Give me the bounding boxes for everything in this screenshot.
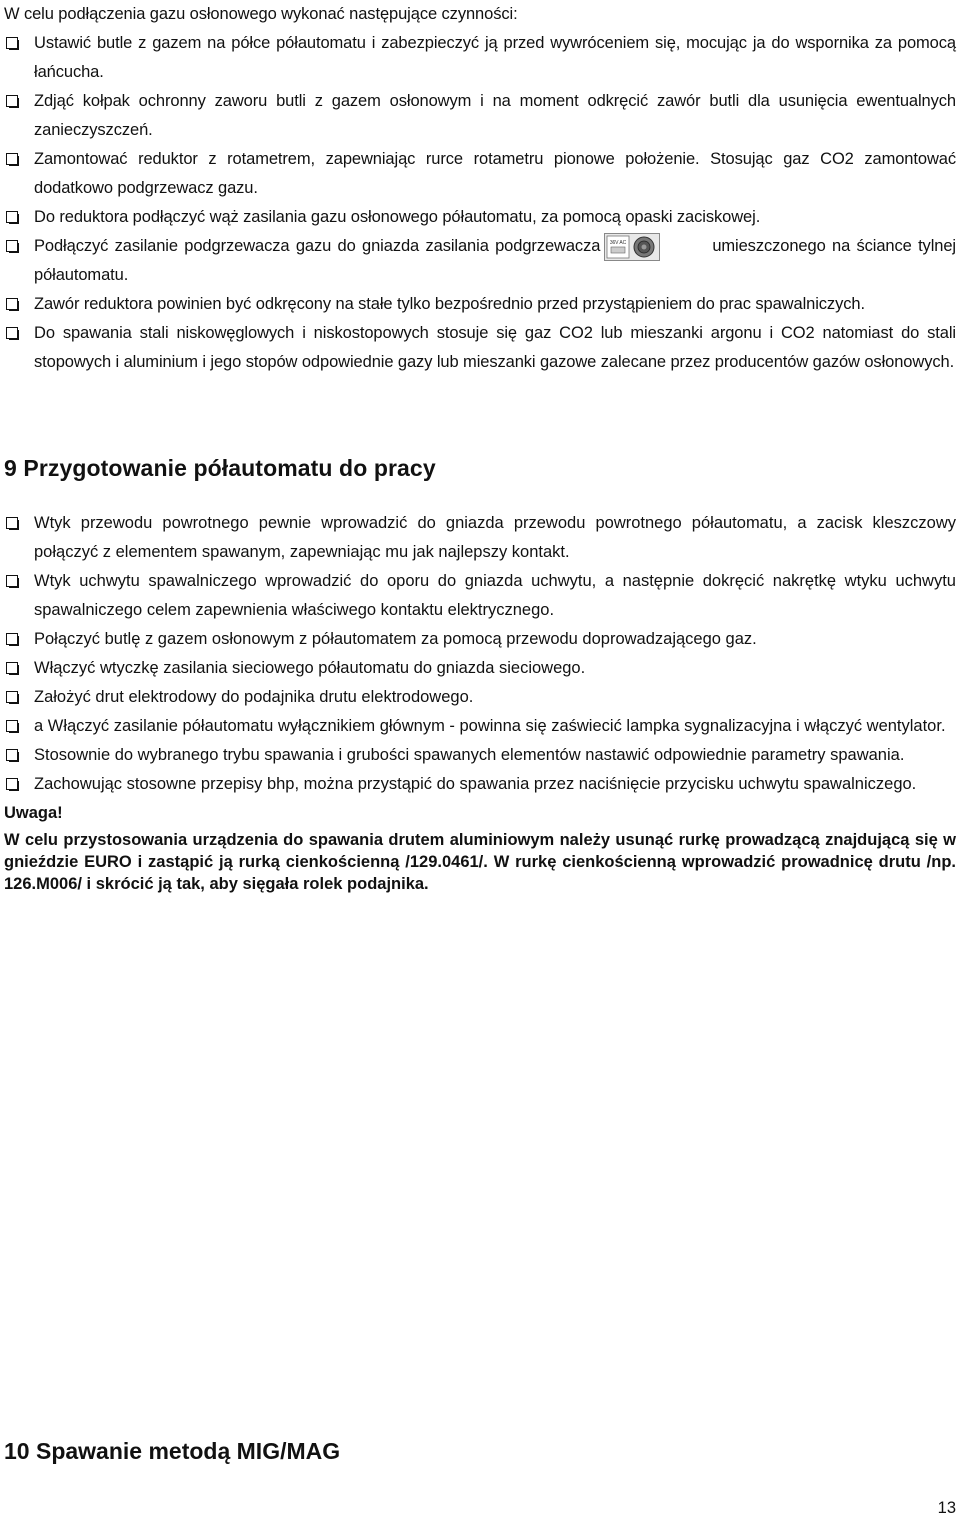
checkbox-bullet-icon — [6, 298, 18, 310]
list-item: Zamontować reduktor z rotametrem, zapewniając rurce rotametru pionowe położenie. Stosując gaz CO2 zamontować dodatkowo podgrzewacz gazu. — [4, 145, 956, 203]
heater-socket-icon — [604, 233, 660, 261]
checkbox-bullet-icon — [6, 633, 18, 645]
svg-text:36V AC: 36V AC — [610, 239, 627, 246]
section-heading-9: 9 Przygotowanie półautomatu do pracy — [4, 455, 436, 481]
gas-connection-section — [4, 0, 956, 377]
checkbox-bullet-icon — [6, 95, 18, 107]
checkbox-bullet-icon — [6, 662, 18, 674]
checkbox-bullet-icon — [6, 37, 18, 49]
list-item: Włączyć wtyczkę zasilania sieciowego półautomatu do gniazda sieciowego. — [4, 654, 956, 683]
list-item: Do reduktora podłączyć wąż zasilania gazu osłonowego półautomatu, za pomocą opaski zaciskowej. — [4, 203, 956, 232]
list-item: Zawór reduktora powinien być odkręcony na stałe tylko bezpośrednio przed przystąpieniem do prac spawalniczych. — [4, 290, 956, 319]
list-item: Zdjąć kołpak ochronny zaworu butli z gazem osłonowym i na moment odkręcić zawór butli dla usunięcia ewentualnych zanieczyszczeń. — [4, 87, 956, 145]
list-item: Założyć drut elektrodowy do podajnika drutu elektrodowego. — [4, 683, 956, 712]
checkbox-bullet-icon — [6, 749, 18, 761]
warning-title: Uwaga! — [4, 804, 63, 822]
checkbox-bullet-icon — [6, 778, 18, 790]
section-heading-10: 10 Spawanie metodą MIG/MAG — [4, 1438, 341, 1464]
list-item: Zachowując stosowne przepisy bhp, można przystąpić do spawania przez naciśnięcie przycisku uchwytu spawalniczego. — [4, 770, 956, 799]
checkbox-bullet-icon — [6, 575, 18, 587]
gas-steps-list — [4, 29, 956, 377]
checkbox-bullet-icon — [6, 691, 18, 703]
preparation-steps-list — [4, 509, 956, 799]
checkbox-bullet-icon — [6, 720, 18, 732]
list-item: a Włączyć zasilanie półautomatu wyłącznikiem głównym - powinna się zaświecić lampka sygnalizacyjna i włączyć wentylator. — [4, 712, 956, 741]
list-item: Wtyk przewodu powrotnego pewnie wprowadzić do gniazda przewodu powrotnego półautomatu, a zacisk kleszczowy połączyć z elementem spawanym, zapewniając mu jak najlepszy kontakt. — [4, 509, 956, 567]
list-item: Stosownie do wybranego trybu spawania i grubości spawanych elementów nastawić odpowiednie parametry spawania. — [4, 741, 956, 770]
list-item: Ustawić butle z gazem na półce półautomatu i zabezpieczyć ją przed wywróceniem się, mocując ja do wspornika za pomocą łańcucha. — [4, 29, 956, 87]
list-item-heater: Podłączyć zasilanie podgrzewacza gazu do gniazda zasilania podgrzewacza 36V AC umieszczonego na ściance tylnej półautomatu. — [4, 232, 956, 290]
intro-lead: W celu podłączenia gazu osłonowego wykonać następujące czynności: — [4, 5, 518, 23]
list-item: Połączyć butlę z gazem osłonowym z półautomatem za pomocą przewodu doprowadzającego gaz. — [4, 625, 956, 654]
preparation-section — [4, 509, 956, 895]
page-number: 13 — [937, 1499, 956, 1517]
checkbox-bullet-icon — [6, 327, 18, 339]
warning-text: W celu przystosowania urządzenia do spawania drutem aluminiowym należy usunąć rurkę prowadzącą znajdującą się w gnieździe EURO i zastąpić ją rurką cienkościenną /129.0461/. W rurkę cienkościenną wprowadzić prowadnicę drutu /np. 126.M006/ i skrócić ją tak, aby sięgała rolek podajnika. — [4, 831, 956, 893]
list-item: Do spawania stali niskowęglowych i niskostopowych stosuje się gaz CO2 lub mieszanki argonu i CO2 natomiast do stali stopowych i aluminium i jego stopów odpowiednie gazy lub mieszanki gazowe zalecane przez producentów gazów osłonowych. — [4, 319, 956, 377]
list-item: Wtyk uchwytu spawalniczego wprowadzić do oporu do gniazda uchwytu, a następnie dokręcić nakrętkę wtyku uchwytu spawalniczego celem zapewnienia właściwego kontaktu elektrycznego. — [4, 567, 956, 625]
checkbox-bullet-icon — [6, 211, 18, 223]
checkbox-bullet-icon — [6, 240, 18, 252]
checkbox-bullet-icon — [6, 517, 18, 529]
checkbox-bullet-icon — [6, 153, 18, 165]
